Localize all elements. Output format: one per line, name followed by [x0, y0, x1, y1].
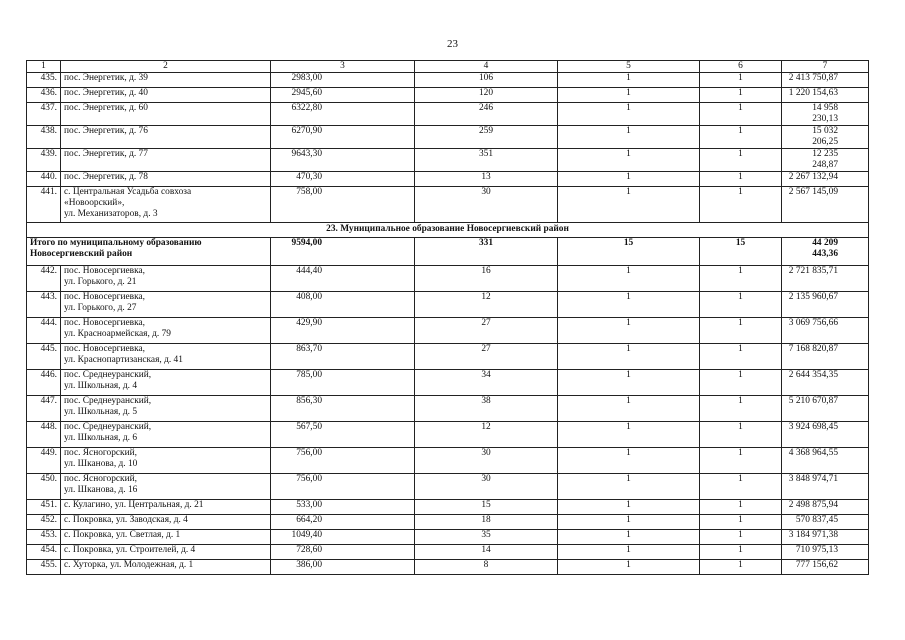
row-cost: 777 156,62	[782, 560, 869, 575]
row-column-5: 1	[558, 318, 700, 344]
row-column-6: 1	[700, 149, 782, 172]
row-number: 450.	[27, 474, 61, 500]
row-address: пос. Среднеуранский, ул. Школьная, д. 4	[61, 370, 271, 396]
row-column-6: 1	[700, 187, 782, 223]
row-residents: 8	[415, 560, 558, 575]
row-area: 1049,40	[271, 530, 415, 545]
row-cost: 12 235 248,87	[782, 149, 869, 172]
section-title: 23. Муниципальное образование Новосергиевский район	[27, 223, 869, 238]
table-row	[27, 318, 869, 344]
row-address: пос. Энергетик, д. 39	[61, 73, 271, 88]
table-row	[27, 126, 869, 149]
table-row	[27, 88, 869, 103]
row-cost: 2 721 835,71	[782, 266, 869, 292]
row-column-5: 1	[558, 530, 700, 545]
total-cost: 44 209 443,36	[782, 238, 869, 266]
row-residents: 12	[415, 422, 558, 448]
table-row	[27, 474, 869, 500]
row-column-6: 1	[700, 500, 782, 515]
row-residents: 14	[415, 545, 558, 560]
total-residents: 331	[415, 238, 558, 266]
row-number: 453.	[27, 530, 61, 545]
row-column-6: 1	[700, 266, 782, 292]
section-row	[27, 223, 869, 238]
row-residents: 259	[415, 126, 558, 149]
row-cost: 15 032 206,25	[782, 126, 869, 149]
row-number: 443.	[27, 292, 61, 318]
column-number: 5	[558, 61, 700, 73]
row-residents: 35	[415, 530, 558, 545]
row-area: 533,00	[271, 500, 415, 515]
row-column-5: 1	[558, 474, 700, 500]
total-column-6: 15	[700, 238, 782, 266]
row-cost: 4 368 964,55	[782, 448, 869, 474]
row-cost: 7 168 820,87	[782, 344, 869, 370]
row-address: пос. Энергетик, д. 60	[61, 103, 271, 126]
row-column-6: 1	[700, 126, 782, 149]
row-cost: 2 267 132,94	[782, 172, 869, 187]
row-column-5: 1	[558, 370, 700, 396]
row-area: 758,00	[271, 187, 415, 223]
row-number: 447.	[27, 396, 61, 422]
row-residents: 16	[415, 266, 558, 292]
row-address: пос. Энергетик, д. 76	[61, 126, 271, 149]
row-cost: 5 210 670,87	[782, 396, 869, 422]
row-column-5: 1	[558, 545, 700, 560]
row-residents: 106	[415, 73, 558, 88]
row-address: с. Покровка, ул. Заводская, д. 4	[61, 515, 271, 530]
row-number: 455.	[27, 560, 61, 575]
row-column-6: 1	[700, 370, 782, 396]
row-cost: 2 413 750,87	[782, 73, 869, 88]
row-address: пос. Новосергиевка, ул. Горького, д. 27	[61, 292, 271, 318]
row-address: с. Покровка, ул. Светлая, д. 1	[61, 530, 271, 545]
table-row	[27, 396, 869, 422]
table-row	[27, 515, 869, 530]
row-residents: 18	[415, 515, 558, 530]
row-column-5: 1	[558, 292, 700, 318]
row-cost: 2 644 354,35	[782, 370, 869, 396]
row-residents: 246	[415, 103, 558, 126]
table-row	[27, 370, 869, 396]
row-column-6: 1	[700, 103, 782, 126]
row-residents: 30	[415, 448, 558, 474]
total-label: Итого по муниципальному образованию Новосергиевский район	[27, 238, 271, 266]
row-address: пос. Новосергиевка, ул. Краснопартизанская, д. 41	[61, 344, 271, 370]
row-area: 856,30	[271, 396, 415, 422]
row-column-6: 1	[700, 396, 782, 422]
row-column-5: 1	[558, 149, 700, 172]
column-number: 3	[271, 61, 415, 73]
row-column-6: 1	[700, 515, 782, 530]
row-residents: 30	[415, 474, 558, 500]
total-area: 9594,00	[271, 238, 415, 266]
row-area: 664,20	[271, 515, 415, 530]
row-address: пос. Энергетик, д. 40	[61, 88, 271, 103]
row-area: 9643,30	[271, 149, 415, 172]
row-residents: 12	[415, 292, 558, 318]
row-number: 438.	[27, 126, 61, 149]
column-number: 2	[61, 61, 271, 73]
row-area: 429,90	[271, 318, 415, 344]
row-area: 785,00	[271, 370, 415, 396]
row-address: с. Хуторка, ул. Молодежная, д. 1	[61, 560, 271, 575]
row-cost: 1 220 154,63	[782, 88, 869, 103]
row-column-5: 1	[558, 187, 700, 223]
table-row	[27, 266, 869, 292]
row-cost: 570 837,45	[782, 515, 869, 530]
row-address: пос. Среднеуранский, ул. Школьная, д. 5	[61, 396, 271, 422]
row-number: 451.	[27, 500, 61, 515]
row-area: 728,60	[271, 545, 415, 560]
row-address: пос. Энергетик, д. 77	[61, 149, 271, 172]
table-row	[27, 149, 869, 172]
row-number: 448.	[27, 422, 61, 448]
row-number: 445.	[27, 344, 61, 370]
row-column-6: 1	[700, 448, 782, 474]
row-area: 386,00	[271, 560, 415, 575]
row-address: пос. Новосергиевка, ул. Горького, д. 21	[61, 266, 271, 292]
row-area: 567,50	[271, 422, 415, 448]
row-column-6: 1	[700, 560, 782, 575]
row-column-5: 1	[558, 344, 700, 370]
row-column-5: 1	[558, 396, 700, 422]
table-row	[27, 448, 869, 474]
row-area: 2983,00	[271, 73, 415, 88]
row-cost: 2 135 960,67	[782, 292, 869, 318]
row-area: 6270,90	[271, 126, 415, 149]
total-row	[27, 238, 869, 266]
row-column-6: 1	[700, 530, 782, 545]
row-column-5: 1	[558, 560, 700, 575]
row-column-5: 1	[558, 448, 700, 474]
table-row	[27, 344, 869, 370]
row-address: пос. Среднеуранский, ул. Школьная, д. 6	[61, 422, 271, 448]
row-number: 440.	[27, 172, 61, 187]
row-cost: 3 848 974,71	[782, 474, 869, 500]
housing-registry-table	[26, 60, 869, 575]
row-area: 444,40	[271, 266, 415, 292]
row-column-6: 1	[700, 545, 782, 560]
page-number: 23	[447, 38, 458, 50]
table-row	[27, 422, 869, 448]
row-address: пос. Ясногорский, ул. Шканова, д. 16	[61, 474, 271, 500]
row-number: 454.	[27, 545, 61, 560]
row-column-5: 1	[558, 73, 700, 88]
row-cost: 2 498 875,94	[782, 500, 869, 515]
total-column-5: 15	[558, 238, 700, 266]
row-column-5: 1	[558, 422, 700, 448]
row-address: с. Кулагино, ул. Центральная, д. 21	[61, 500, 271, 515]
row-area: 6322,80	[271, 103, 415, 126]
row-area: 470,30	[271, 172, 415, 187]
row-address: с. Покровка, ул. Строителей, д. 4	[61, 545, 271, 560]
row-residents: 13	[415, 172, 558, 187]
row-column-5: 1	[558, 88, 700, 103]
row-area: 756,00	[271, 448, 415, 474]
row-number: 452.	[27, 515, 61, 530]
row-address: пос. Новосергиевка, ул. Красноармейская, д. 79	[61, 318, 271, 344]
table-row	[27, 73, 869, 88]
row-number: 435.	[27, 73, 61, 88]
row-area: 2945,60	[271, 88, 415, 103]
row-address: пос. Энергетик, д. 78	[61, 172, 271, 187]
row-column-6: 1	[700, 88, 782, 103]
row-area: 863,70	[271, 344, 415, 370]
row-area: 408,00	[271, 292, 415, 318]
row-column-5: 1	[558, 515, 700, 530]
row-column-6: 1	[700, 344, 782, 370]
row-column-6: 1	[700, 73, 782, 88]
row-cost: 3 924 698,45	[782, 422, 869, 448]
row-residents: 15	[415, 500, 558, 515]
row-column-6: 1	[700, 172, 782, 187]
row-residents: 27	[415, 318, 558, 344]
row-column-5: 1	[558, 172, 700, 187]
table-row	[27, 545, 869, 560]
row-number: 436.	[27, 88, 61, 103]
column-number: 6	[700, 61, 782, 73]
row-cost: 14 958 230,13	[782, 103, 869, 126]
row-number: 444.	[27, 318, 61, 344]
table-row	[27, 530, 869, 545]
row-cost: 710 975,13	[782, 545, 869, 560]
row-residents: 34	[415, 370, 558, 396]
row-column-5: 1	[558, 500, 700, 515]
row-column-6: 1	[700, 292, 782, 318]
table-row	[27, 292, 869, 318]
column-number: 1	[27, 61, 61, 73]
row-number: 446.	[27, 370, 61, 396]
row-address: пос. Ясногорский, ул. Шканова, д. 10	[61, 448, 271, 474]
row-number: 449.	[27, 448, 61, 474]
table-row	[27, 187, 869, 223]
row-cost: 3 184 971,38	[782, 530, 869, 545]
row-residents: 38	[415, 396, 558, 422]
column-number: 4	[415, 61, 558, 73]
row-column-5: 1	[558, 103, 700, 126]
table-row	[27, 103, 869, 126]
row-number: 441.	[27, 187, 61, 223]
table-row	[27, 172, 869, 187]
row-area: 756,00	[271, 474, 415, 500]
row-column-5: 1	[558, 126, 700, 149]
column-number: 7	[782, 61, 869, 73]
row-number: 437.	[27, 103, 61, 126]
row-address: с. Центральная Усадьба совхоза «Новоорский», ул. Механизаторов, д. 3	[61, 187, 271, 223]
row-number: 439.	[27, 149, 61, 172]
row-residents: 30	[415, 187, 558, 223]
row-column-5: 1	[558, 266, 700, 292]
row-number: 442.	[27, 266, 61, 292]
table-row	[27, 500, 869, 515]
row-column-6: 1	[700, 318, 782, 344]
row-residents: 27	[415, 344, 558, 370]
row-cost: 2 567 145,09	[782, 187, 869, 223]
table-row	[27, 560, 869, 575]
column-number-row	[27, 61, 869, 73]
row-column-6: 1	[700, 422, 782, 448]
row-residents: 120	[415, 88, 558, 103]
row-cost: 3 069 756,66	[782, 318, 869, 344]
row-column-6: 1	[700, 474, 782, 500]
row-residents: 351	[415, 149, 558, 172]
